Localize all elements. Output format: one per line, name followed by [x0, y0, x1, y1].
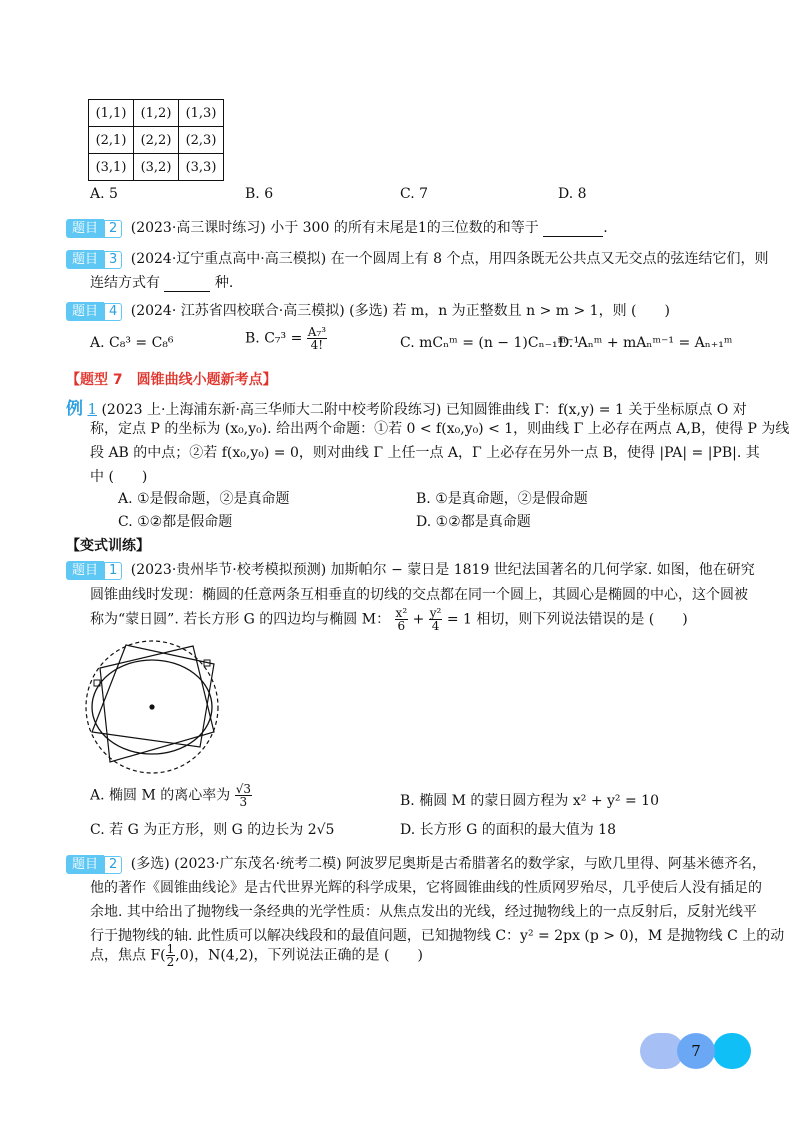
question-2: 题目 2 (2023·高三课时练习) 小于 300 的所有末尾是1的三位数的和等于 .	[66, 217, 608, 238]
grid-cell: (1,1)	[89, 100, 134, 127]
variant-1-option-b: B. 椭圆 M 的蒙日圆方程为 x² + y² = 10	[400, 793, 659, 809]
question-badge: 题目 2	[66, 219, 122, 238]
question-badge: 题目 2	[66, 855, 122, 874]
variant-1-option-c: C. 若 G 为正方形，则 G 的边长为 2√5	[90, 822, 335, 838]
example-1-line2: 称，定点 P 的坐标为 (x₀,y₀). 给出两个命题：①若 0 < f(x₀,y₀) < 1，则曲线 Γ 上必存在两点 A,B，使得 P 为线	[90, 421, 790, 437]
answer-blank	[164, 275, 210, 292]
page-badge-right	[713, 1033, 751, 1069]
coordinate-grid-table	[88, 99, 224, 181]
question-3-cont: 连结方式有 种.	[90, 275, 234, 291]
option-a: A. 5	[90, 186, 118, 202]
question-4: 题目 4 (2024· 江苏省四校联合·高三模拟) (多选) 若 m，n 为正整数且 n > m > 1，则 ( )	[66, 300, 670, 321]
variant-1-option-a: A. 椭圆 M 的离心率为 $\frac{√3}{3}$	[90, 782, 251, 809]
example-option-a: A. ①是假命题，②是真命题	[118, 491, 290, 507]
grid-cell: (3,3)	[179, 154, 224, 181]
page-number: 7	[677, 1033, 715, 1069]
example-1-line4: 中 ( )	[90, 469, 148, 485]
variant-1-line3: 称为“蒙日圆”. 若长方形 G 的四边均与椭圆 M： $\frac{\text{x²}}{6}$ + $\frac{\text{y²}}{4}$ = 1 相切，则下列说法错误的是 ( )	[90, 606, 688, 633]
question-badge: 题目 4	[66, 302, 122, 321]
example-1-line3: 段 AB 的中点；②若 f(x₀,y₀) = 0，则对曲线 Γ 上任一点 A，Γ 上必存在另外一点 B，使得 |PA| = |PB|. 其	[90, 445, 760, 461]
example-option-b: B. ①是真命题，②是假命题	[416, 491, 588, 507]
variant-2-line3: 余地. 其中给出了抛物线一条经典的光学性质：从焦点发出的光线，经过抛物线上的一点反射后，反射光线平	[90, 904, 757, 920]
section-title: 【题型 7 圆锥曲线小题新考点】	[66, 372, 277, 388]
example-option-d: D. ①②都是真命题	[416, 514, 531, 530]
grid-cell: (1,3)	[179, 100, 224, 127]
question-badge: 题目 3	[66, 250, 122, 269]
variant-1-line2: 圆锥曲线时发现：椭圆的任意两条互相垂直的切线的交点都在同一个圆上，其圆心是椭圆的中心，这个圆被	[90, 587, 748, 603]
q4-option-c: C. mCₙᵐ = (n − 1)Cₙ₋₁ᵐ⁻¹	[400, 335, 580, 351]
example-option-c: C. ①②都是假命题	[118, 514, 233, 530]
grid-cell: (2,2)	[134, 127, 179, 154]
variant-2-line5: 点，焦点 F( $\frac{1}{2}$ ,0)，N(4,2)，下列说法正确的是 ( )	[90, 942, 423, 969]
q4-option-b: B. C₇³ = $\frac{\text{A₇³}}{4!}$	[245, 325, 327, 352]
grid-cell: (2,1)	[89, 127, 134, 154]
grid-cell: (3,2)	[134, 154, 179, 181]
question-3: 题目 3 (2024·辽宁重点高中·高三模拟) 在一个圆周上有 8 个点，用四条既无公共点又无交点的弦连结它们，则	[66, 248, 768, 269]
variant-1: 题目 1 (2023·贵州毕节·校考模拟预测) 加斯帕尔 − 蒙日是 1819 世纪法国著名的几何学家. 如图，他在研究	[66, 559, 755, 580]
q4-option-a: A. C₈³ = C₈⁶	[90, 335, 174, 351]
answer-blank	[543, 220, 603, 237]
variant-2-line4: 行于抛物线的轴. 此性质可以解决线段和的最值问题，已知抛物线 C：y² = 2px (p > 0)，M 是抛物线 C 上的动	[90, 928, 785, 944]
q4-option-d: D. Aₙᵐ + mAₙᵐ⁻¹ = Aₙ₊₁ᵐ	[558, 335, 733, 351]
monge-circle-figure	[78, 640, 228, 780]
grid-cell: (1,2)	[134, 100, 179, 127]
option-c: C. 7	[400, 186, 429, 202]
variant-2: 题目 2 (多选) (2023·广东茂名·统考二模) 阿波罗尼奥斯是古希腊著名的数学家，与欧几里得、阿基米德齐名，	[66, 853, 766, 874]
variant-title: 【变式训练】	[66, 538, 150, 554]
question-badge: 题目 1	[66, 561, 122, 580]
variant-2-line2: 他的著作《圆锥曲线论》是古代世界光辉的科学成果，它将圆锥曲线的性质网罗殆尽，几乎使后人没有插足的	[90, 880, 762, 896]
variant-1-option-d: D. 长方形 G 的面积的最大值为 18	[400, 822, 616, 838]
option-d: D. 8	[558, 186, 587, 202]
center-dot	[149, 704, 154, 709]
grid-cell: (2,3)	[179, 127, 224, 154]
example-1: 例 1 (2023 上·上海浦东新·高三华师大二附中校考阶段练习) 已知圆锥曲线 Γ：f(x,y) = 1 关于坐标原点 O 对	[66, 399, 747, 419]
option-b: B. 6	[245, 186, 274, 202]
grid-cell: (3,1)	[89, 154, 134, 181]
